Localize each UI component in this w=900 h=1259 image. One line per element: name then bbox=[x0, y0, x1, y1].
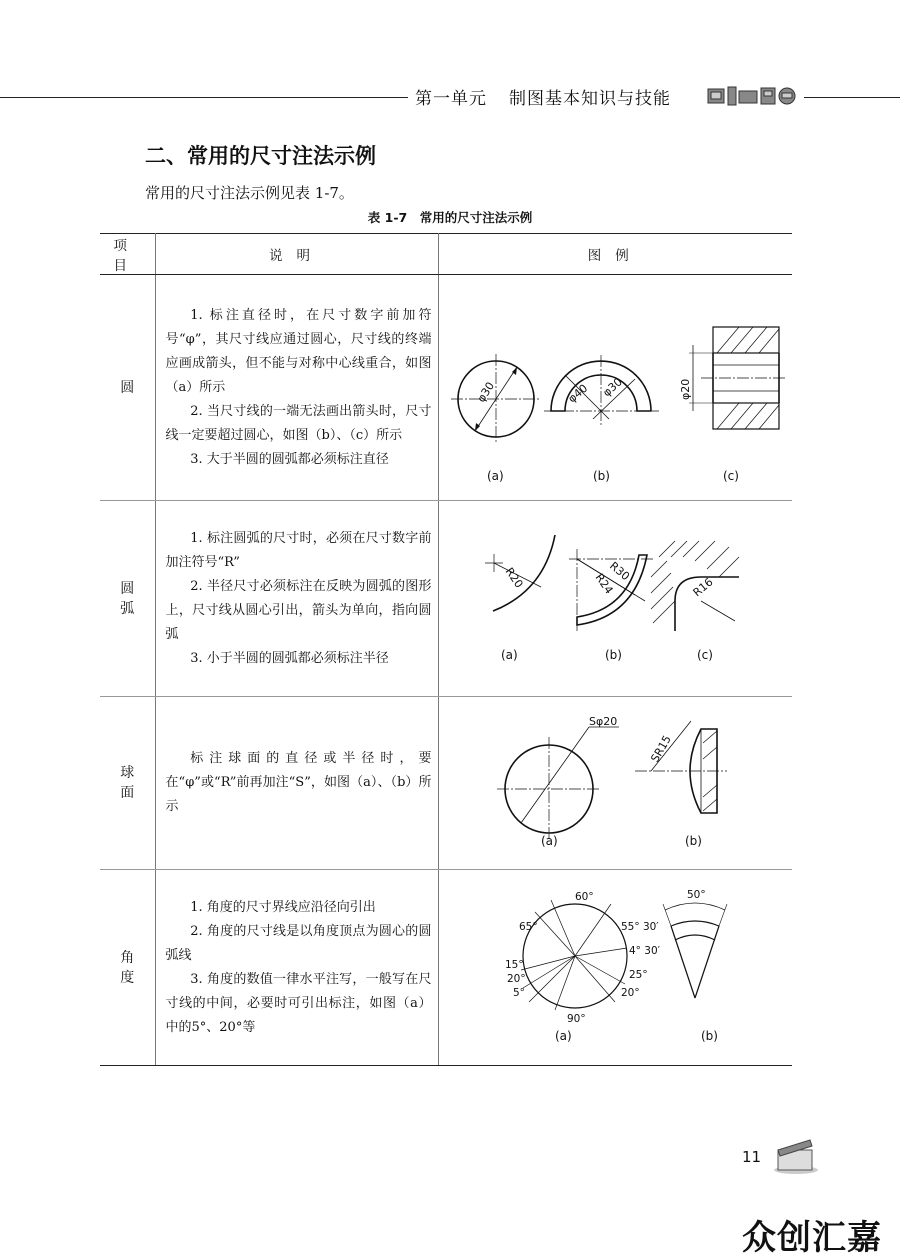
fig-label-a: (a) bbox=[500, 648, 518, 662]
fig-label-b: (b) bbox=[684, 834, 702, 848]
dim-label: φ30 bbox=[474, 379, 497, 405]
table-row-arc bbox=[100, 501, 792, 697]
desc-line: 3. 角度的数值一律水平注写，一般写在尺寸线的中间，必要时可引出标注，如图（a）中的5°、20°等 bbox=[165, 971, 432, 1035]
desc-line: 标注球面的直径或半径时，要在“φ”或“R”前再加注“S”，如图（a）、（b）所示 bbox=[165, 751, 432, 814]
fig-label-b: (b) bbox=[592, 469, 610, 483]
desc-line: 2. 角度的尺寸线是以角度顶点为圆心的圆弧线 bbox=[165, 923, 432, 963]
dim-label: R16 bbox=[690, 575, 716, 600]
desc-cell bbox=[155, 697, 438, 870]
table-row-sphere bbox=[100, 697, 792, 870]
dim-label: R20 bbox=[502, 565, 526, 591]
running-header bbox=[415, 84, 671, 109]
angle-label: 5° bbox=[512, 987, 525, 999]
clapperboard-icon bbox=[772, 1138, 820, 1174]
fig-label-b: (b) bbox=[700, 1029, 718, 1043]
dim-label: φ40 bbox=[565, 381, 590, 406]
page-number: 11 bbox=[742, 1148, 762, 1166]
sphere-diagrams bbox=[439, 697, 793, 869]
figure-cell bbox=[438, 697, 792, 870]
dim-label: R24 bbox=[592, 571, 616, 597]
desc-line: 3. 大于半圆的圆弧都必须标注直径 bbox=[190, 451, 389, 467]
desc-line: 1. 角度的尺寸界线应沿径向引出 bbox=[190, 899, 376, 915]
fig-label-b: (b) bbox=[604, 648, 622, 662]
dim-label: φ20 bbox=[678, 378, 692, 400]
dim-label: SR15 bbox=[647, 733, 674, 765]
angle-label: 55° 30′ bbox=[620, 921, 659, 933]
fig-label-a: (a) bbox=[554, 1029, 572, 1043]
fig-label-a: (a) bbox=[540, 834, 558, 848]
unit-label: 第一单元 bbox=[415, 89, 487, 109]
item-label: 球面 bbox=[120, 765, 135, 801]
fig-label-a: (a) bbox=[486, 469, 504, 483]
angle-label: 20° bbox=[620, 987, 640, 999]
item-label: 圆 bbox=[120, 379, 135, 396]
angle-diagrams bbox=[439, 870, 793, 1065]
angle-label: 90° bbox=[566, 1013, 586, 1025]
circle-diagrams bbox=[439, 275, 793, 500]
header-desc: 说明 bbox=[155, 234, 438, 275]
table-header-row bbox=[100, 234, 792, 275]
watermark: 众创汇嘉 bbox=[742, 1218, 882, 1258]
angle-label: 4° 30′ bbox=[628, 945, 660, 957]
header-figure: 图例 bbox=[438, 234, 792, 275]
header-rule-left bbox=[0, 97, 408, 98]
desc-line: 3. 小于半圆的圆弧都必须标注半径 bbox=[190, 650, 389, 666]
arc-diagrams bbox=[439, 501, 793, 696]
table-row-circle bbox=[100, 275, 792, 501]
item-label: 圆弧 bbox=[120, 580, 135, 617]
angle-label: 20° bbox=[506, 973, 526, 985]
dim-label: Sφ20 bbox=[588, 715, 617, 728]
desc-line: 2. 当尺寸线的一端无法画出箭头时，尺寸线一定要超过圆心，如图（b）、（c）所示 bbox=[165, 403, 432, 443]
desc-cell bbox=[155, 870, 438, 1066]
desc-cell bbox=[155, 501, 438, 697]
table-caption: 表 1-7 常用的尺寸注法示例 bbox=[367, 210, 533, 225]
fig-label-c: (c) bbox=[722, 469, 739, 483]
dim-label: R30 bbox=[606, 559, 632, 584]
item-cell bbox=[100, 697, 155, 870]
dimension-examples-table bbox=[100, 233, 792, 1066]
angle-label: 50° bbox=[686, 889, 706, 901]
fig-label-c: (c) bbox=[696, 648, 713, 662]
section-title: 二、常用的尺寸注法示例 bbox=[145, 143, 376, 168]
desc-line: 1. 标注直径时，在尺寸数字前加符号“φ”，其尺寸线应通过圆心，尺寸线的终端应画成箭头，但不能与对称中心线重合，如图（a）所示 bbox=[165, 307, 432, 395]
item-cell bbox=[100, 501, 155, 697]
item-label: 角度 bbox=[120, 949, 135, 986]
angle-label: 25° bbox=[628, 969, 648, 981]
header-tools-icon bbox=[706, 85, 800, 107]
desc-cell bbox=[155, 275, 438, 501]
intro-text: 常用的尺寸注法示例见表 1-7。 bbox=[145, 184, 354, 202]
figure-cell bbox=[438, 275, 792, 501]
angle-label: 65° bbox=[518, 921, 538, 933]
chapter-title: 制图基本知识与技能 bbox=[509, 89, 671, 109]
header-rule-right bbox=[804, 97, 900, 98]
angle-label: 60° bbox=[574, 891, 594, 903]
dim-label: φ30 bbox=[599, 375, 625, 400]
desc-line: 2. 半径尺寸必须标注在反映为圆弧的图形上，尺寸线从圆心引出，箭头为单向，指向圆弧 bbox=[165, 578, 432, 642]
angle-label: 15° bbox=[504, 959, 524, 971]
item-cell bbox=[100, 870, 155, 1066]
item-cell bbox=[100, 275, 155, 501]
desc-line: 1. 标注圆弧的尺寸时，必须在尺寸数字前加注符号“R” bbox=[165, 530, 432, 570]
table-row-angle bbox=[100, 870, 792, 1066]
figure-cell bbox=[438, 870, 792, 1066]
figure-cell bbox=[438, 501, 792, 697]
header-item: 项目 bbox=[100, 234, 155, 275]
